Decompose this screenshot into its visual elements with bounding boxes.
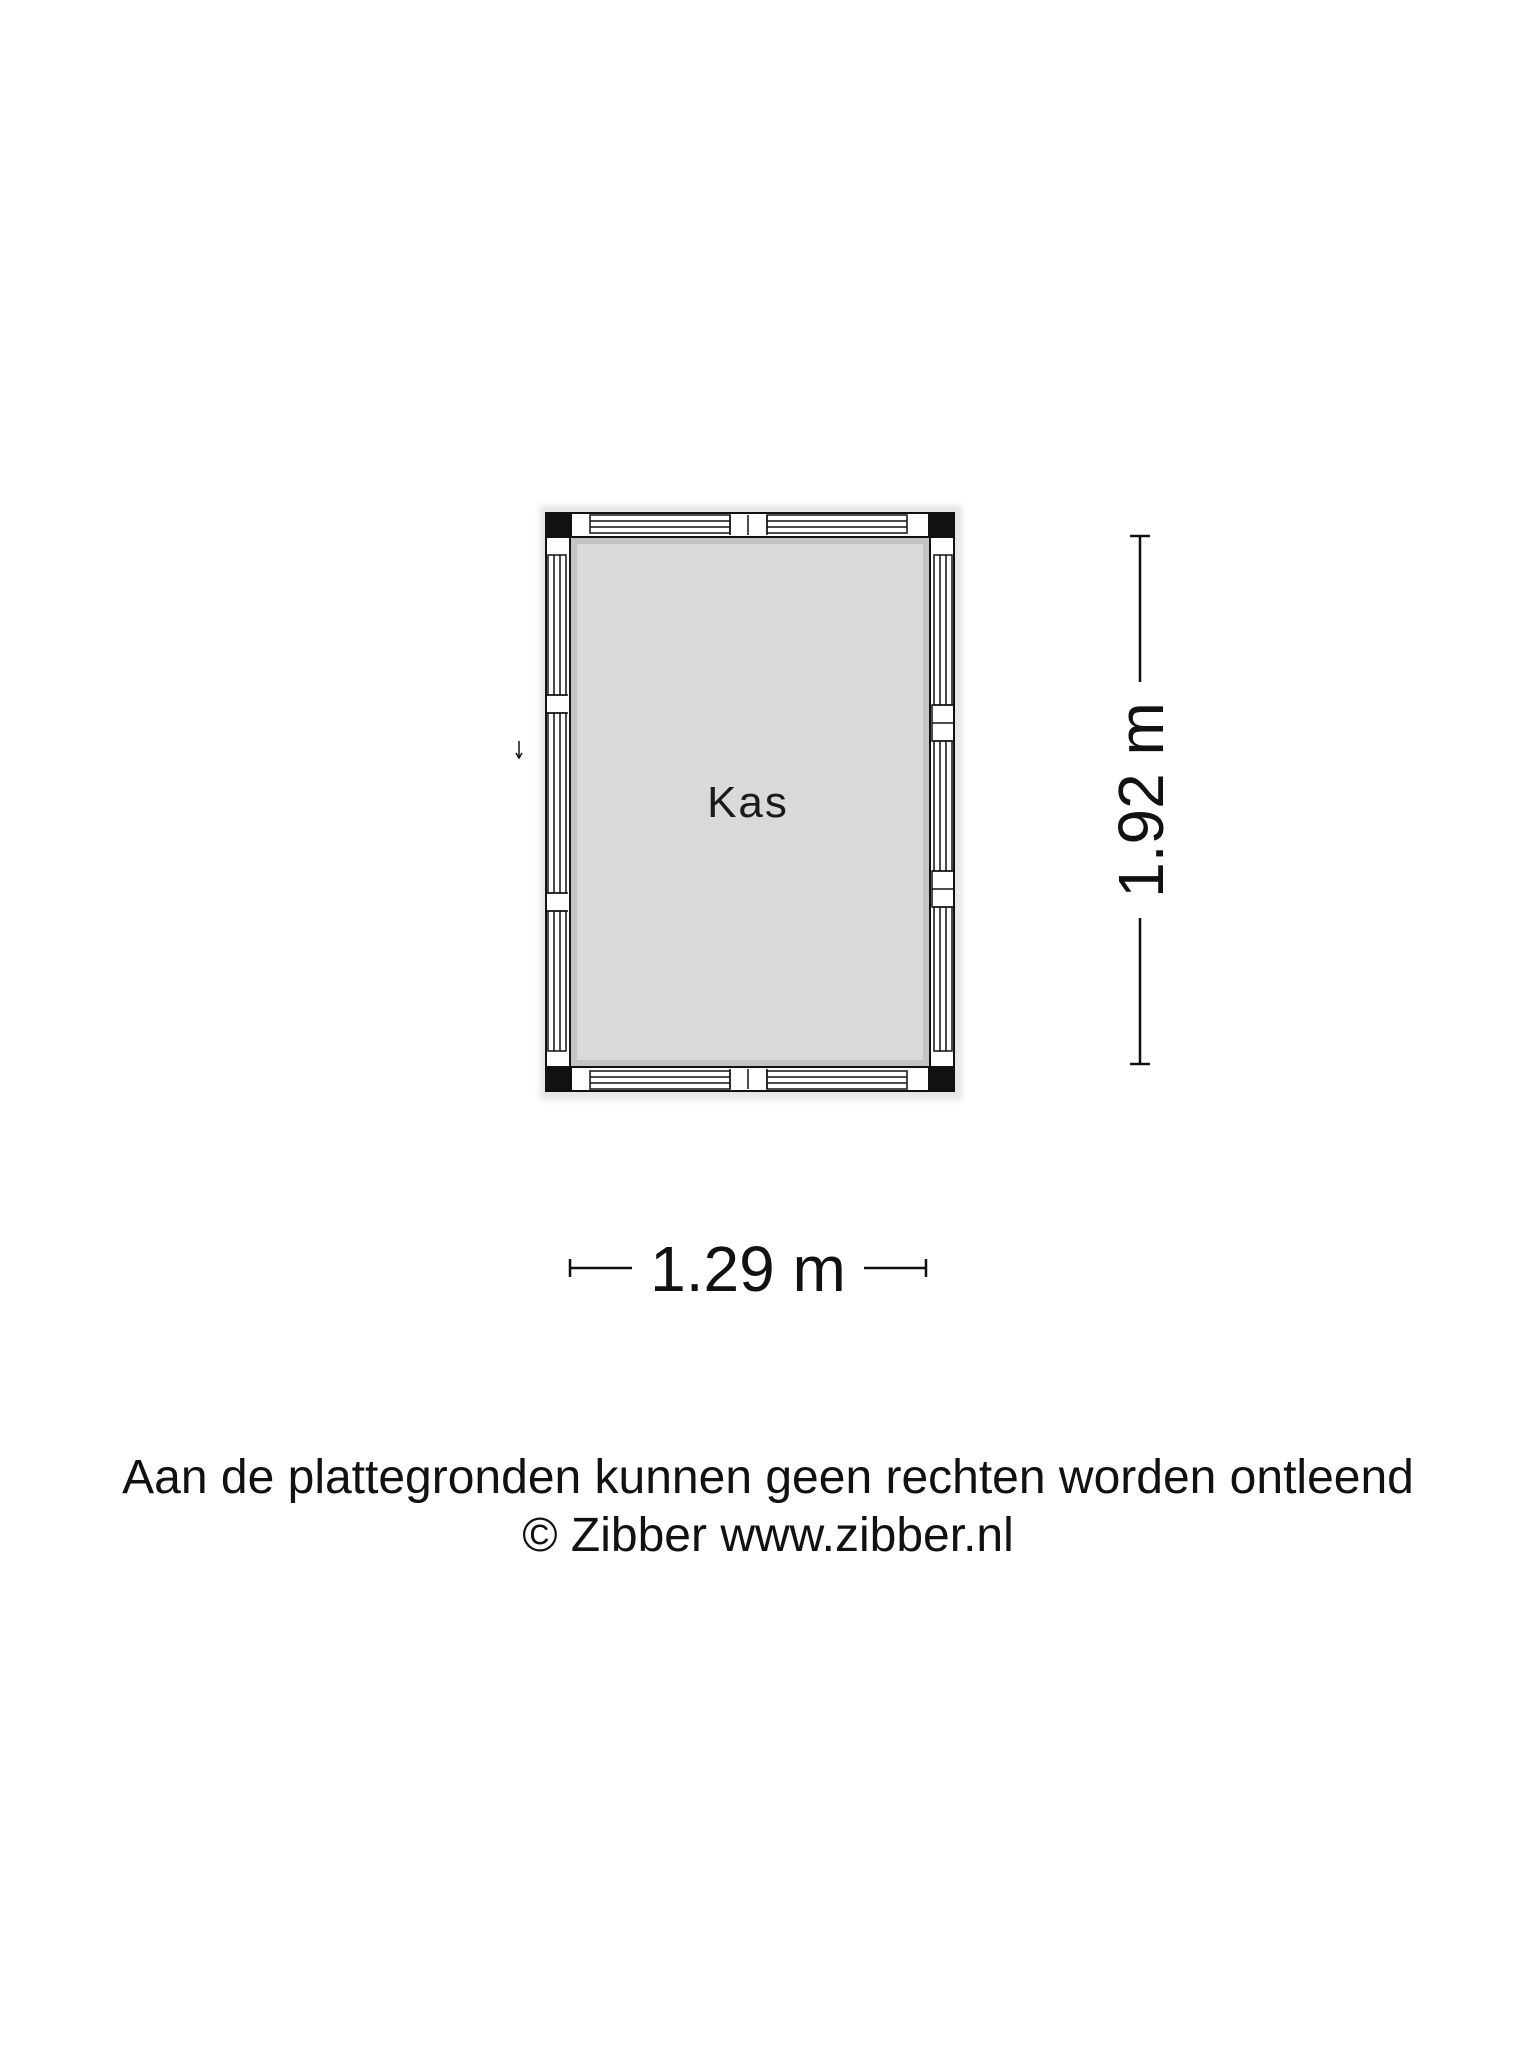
corner-post-bottom-right <box>928 1066 954 1092</box>
corner-post-top-right <box>928 512 954 538</box>
copyright-text: © Zibber www.zibber.nl <box>522 1509 1014 1562</box>
width-dimension-label: 1.29 m <box>650 1233 846 1305</box>
height-dimension-label: 1.92 m <box>1105 702 1177 898</box>
arrow-down-icon <box>516 741 522 758</box>
disclaimer-text: Aan de plattegronden kunnen geen rechten worden ontleend <box>122 1451 1414 1504</box>
room-label: Kas <box>707 778 789 827</box>
corner-post-bottom-left <box>546 1066 572 1092</box>
corner-post-top-left <box>546 512 572 538</box>
